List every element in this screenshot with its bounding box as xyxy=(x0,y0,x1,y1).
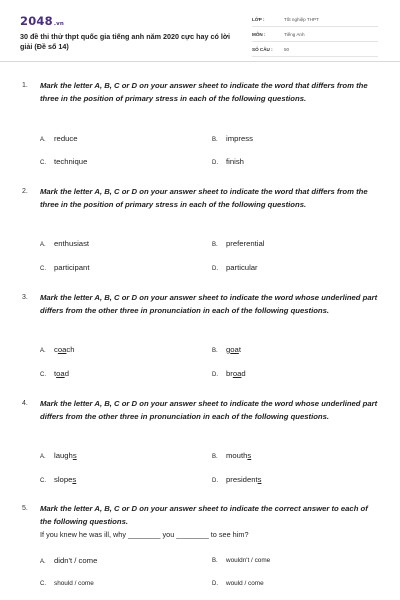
logo-suffix: .vn xyxy=(53,21,65,27)
page-title: 30 đề thi thử thpt quốc gia tiếng anh năm 2020 cực hay có lời giải (Đề số 14) xyxy=(20,32,231,51)
option-b[interactable]: B. wouldn't / come xyxy=(212,557,271,564)
option-a[interactable]: A. didn't / come xyxy=(40,556,98,565)
question-number: 5. xyxy=(22,505,28,512)
option-b[interactable]: B. mouths xyxy=(212,451,252,460)
meta-grade-value: Tốt nghiệp THPT xyxy=(284,17,319,22)
question-text: Mark the letter A, B, C or D on your answer sheet to indicate the word that differs from the three in the position of primary stress in each of the following questions. xyxy=(40,81,368,103)
question-number: 3. xyxy=(22,294,28,301)
underlined-part: s xyxy=(72,451,77,460)
option-c[interactable]: C. should / come xyxy=(40,580,94,587)
underlined-part: oa xyxy=(230,345,239,354)
site-logo[interactable]: 2048.vn xyxy=(20,14,65,28)
question-text: Mark the letter A, B, C or D on your answer sheet to indicate the word whose underlined part differs from the other three in pronunciation in each of the following questions. xyxy=(40,399,378,421)
meta-grade-label: LỚP : xyxy=(252,17,265,22)
option-c[interactable]: C. technique xyxy=(40,157,88,166)
option-d[interactable]: D. presidents xyxy=(212,475,262,484)
option-b[interactable]: B. impress xyxy=(212,134,253,143)
option-a[interactable]: A. laughs xyxy=(40,451,77,460)
meta-subject-label: MÔN : xyxy=(252,32,266,37)
option-a[interactable]: A. coach xyxy=(40,345,75,354)
meta-grade xyxy=(252,13,378,27)
option-b[interactable]: B. goat xyxy=(212,345,241,354)
option-a[interactable]: A. reduce xyxy=(40,134,78,143)
option-b[interactable]: B. preferential xyxy=(212,239,265,248)
page-header xyxy=(0,0,400,62)
question-text: Mark the letter A, B, C or D on your answer sheet to indicate the word whose underlined part differs from the other three in pronunciation in each of the following questions. xyxy=(40,293,378,315)
underlined-part: s xyxy=(247,451,252,460)
meta-count-label: SỐ CÂU : xyxy=(252,47,273,52)
question-number: 4. xyxy=(22,400,28,407)
question-text: Mark the letter A, B, C or D on your answer sheet to indicate the word that differs from the three in the position of primary stress in each of the following questions. xyxy=(40,187,368,209)
option-c[interactable]: C. participant xyxy=(40,263,90,272)
option-d[interactable]: D. broad xyxy=(212,369,246,378)
underlined-part: s xyxy=(72,475,77,484)
option-c[interactable]: C. toad xyxy=(40,369,69,378)
question-number: 2. xyxy=(22,188,28,195)
meta-subject xyxy=(252,28,378,42)
underlined-part: oa xyxy=(57,345,67,354)
option-d[interactable]: D. finish xyxy=(212,157,244,166)
option-d[interactable]: D. particular xyxy=(212,263,258,272)
underlined-part: oa xyxy=(232,369,242,378)
meta-count-value: 50 xyxy=(284,47,290,52)
underlined-part: oa xyxy=(56,369,65,378)
question-text: Mark the letter A, B, C or D on your answer sheet to indicate the correct answer to each of the following questions. xyxy=(40,504,368,526)
question-number: 1. xyxy=(22,82,28,89)
option-c[interactable]: C. slopes xyxy=(40,475,77,484)
option-d[interactable]: D. would / come xyxy=(212,580,264,587)
meta-count xyxy=(252,43,378,57)
option-a[interactable]: A. enthusiast xyxy=(40,239,90,248)
question-sentence: If you knew he was ill, why ________ you ________ to see him? xyxy=(40,530,249,539)
meta-subject-value: Tiếng Anh xyxy=(284,32,305,37)
underlined-part: s xyxy=(257,475,262,484)
